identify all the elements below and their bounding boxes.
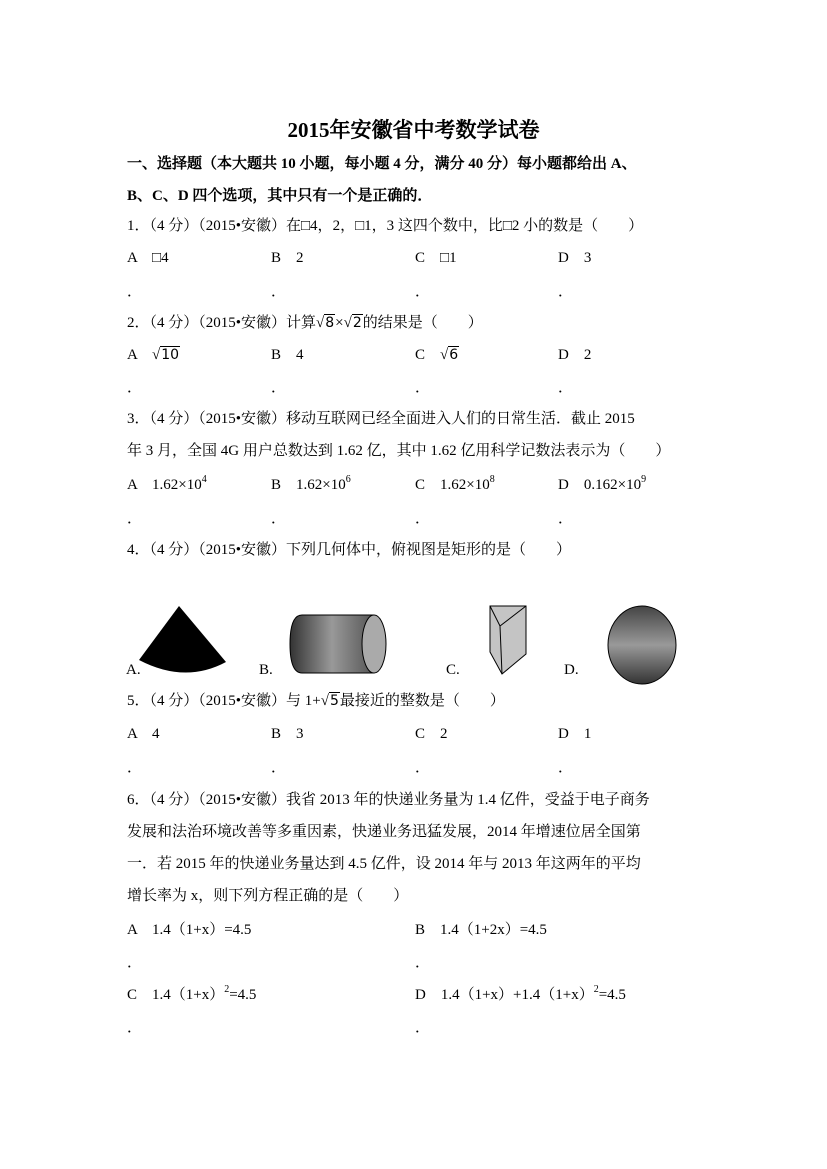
triangular-prism-figure (488, 604, 532, 678)
q6-option-d: D $1.4(1+x)+1.4(1+x)^2=4.5$ (415, 984, 626, 1003)
q4-label-b: B. (259, 662, 273, 678)
question-6-line2: 发展和法治环境改善等多重因素，快递业务迅猛发展，2014 年增速位居全国第 (127, 824, 641, 840)
option-dot: ． (415, 760, 431, 776)
q5-option-d: D 1 (558, 726, 592, 742)
q1-option-a: A □4 (127, 250, 169, 266)
sqrt-2: √2 (343, 315, 362, 331)
option-dot: ． (415, 955, 431, 971)
question-4-text: 4．（4 分）（2015•安徽）下列几何体中，俯视图是矩形的是（ ） (127, 542, 572, 558)
question-2-text (127, 313, 483, 333)
option-dot: ． (415, 284, 431, 300)
q2-option-a: A √10 (127, 347, 180, 363)
option-dot: ． (558, 760, 574, 776)
question-3-line1: 3．（4 分）（2015•安徽）移动互联网已经全面进入人们的日常生活．截止 2015 (127, 411, 635, 427)
q2-option-d: D 2 (558, 347, 592, 363)
q3-option-a: A $1.62\times 10^4$ (127, 474, 207, 493)
sphere-figure (606, 604, 678, 686)
q4-label-d: D. (564, 662, 579, 678)
page-title: 2015年安徽省中考数学试卷 (287, 118, 540, 142)
option-dot: ． (271, 284, 287, 300)
option-dot: ． (415, 1020, 431, 1036)
option-dot: ． (558, 511, 574, 527)
section-instructions-line1: 一、选择题（本大题共 10 小题，每小题 4 分，满分 40 分）每小题都给出 A、 (127, 156, 637, 172)
question-6-line4: 增长率为 x，则下列方程正确的是（ ） (127, 888, 409, 904)
cylinder-figure (288, 612, 392, 676)
q5-option-a: A 4 (127, 726, 160, 742)
option-dot: ． (271, 760, 287, 776)
q3-option-d: D $0.162\times 10^9$ (558, 474, 647, 493)
option-dot: ． (127, 760, 143, 776)
q2-option-c: C √6 (415, 347, 459, 363)
q1-option-c: C □1 (415, 250, 457, 266)
q6-option-a: A 1.4（1+x）=4.5 (127, 922, 252, 938)
option-dot: ． (127, 380, 143, 396)
q6-option-b: B 1.4（1+2x）=4.5 (415, 922, 547, 938)
q1-option-b: B 2 (271, 250, 304, 266)
option-dot: ． (271, 511, 287, 527)
q4-label-c: C. (446, 662, 460, 678)
q2-pre: 2．（4 分）（2015•安徽）计算 (127, 315, 317, 331)
q6-option-c: C $1.4(1+x)^2=4.5$ (127, 984, 257, 1003)
q5-option-b: B 3 (271, 726, 304, 742)
option-dot: ． (271, 380, 287, 396)
q2-post: 的结果是（ ） (362, 315, 483, 331)
option-dot: ． (415, 380, 431, 396)
option-dot: ． (127, 511, 143, 527)
q1-option-d: D 3 (558, 250, 592, 266)
q2-option-b: B 4 (271, 347, 304, 363)
cone-figure (135, 604, 230, 676)
q3-option-b: B $1.62\times 10^6$ (271, 474, 351, 493)
question-6-line3: 一．若 2015 年的快递业务量达到 4.5 亿件，设 2014 年与 2013 年这两年的平均 (127, 856, 641, 872)
q5-option-c: C 2 (415, 726, 448, 742)
option-dot: ． (558, 380, 574, 396)
q3-option-c: C $1.62\times 10^8$ (415, 474, 495, 493)
sqrt-8: √8 (316, 315, 335, 331)
sqrt-5: √5 (320, 693, 339, 709)
option-dot: ． (415, 511, 431, 527)
option-dot: ． (127, 284, 143, 300)
option-dot: ． (127, 955, 143, 971)
q4-label-a: A. (126, 662, 141, 678)
question-1-text: 1．（4 分）（2015•安徽）在□4，2，□1，3 这四个数中，比□2 小的数是（ ） (127, 218, 644, 234)
question-6-line1: 6．（4 分）（2015•安徽）我省 2013 年的快递业务量为 1.4 亿件，受益于电子商务 (127, 792, 650, 808)
option-dot: ． (558, 284, 574, 300)
question-3-line2: 年 3 月，全国 4G 用户总数达到 1.62 亿，其中 1.62 亿用科学记数法表示为（ ） (127, 443, 671, 459)
times-sign: × (335, 315, 344, 331)
question-5-text: 5．（4 分）（2015•安徽）与 1+√5最接近的整数是（ ） (127, 693, 505, 709)
section-instructions-line2: B、C、D 四个选项，其中只有一个是正确的． (127, 188, 433, 204)
option-dot: ． (127, 1020, 143, 1036)
